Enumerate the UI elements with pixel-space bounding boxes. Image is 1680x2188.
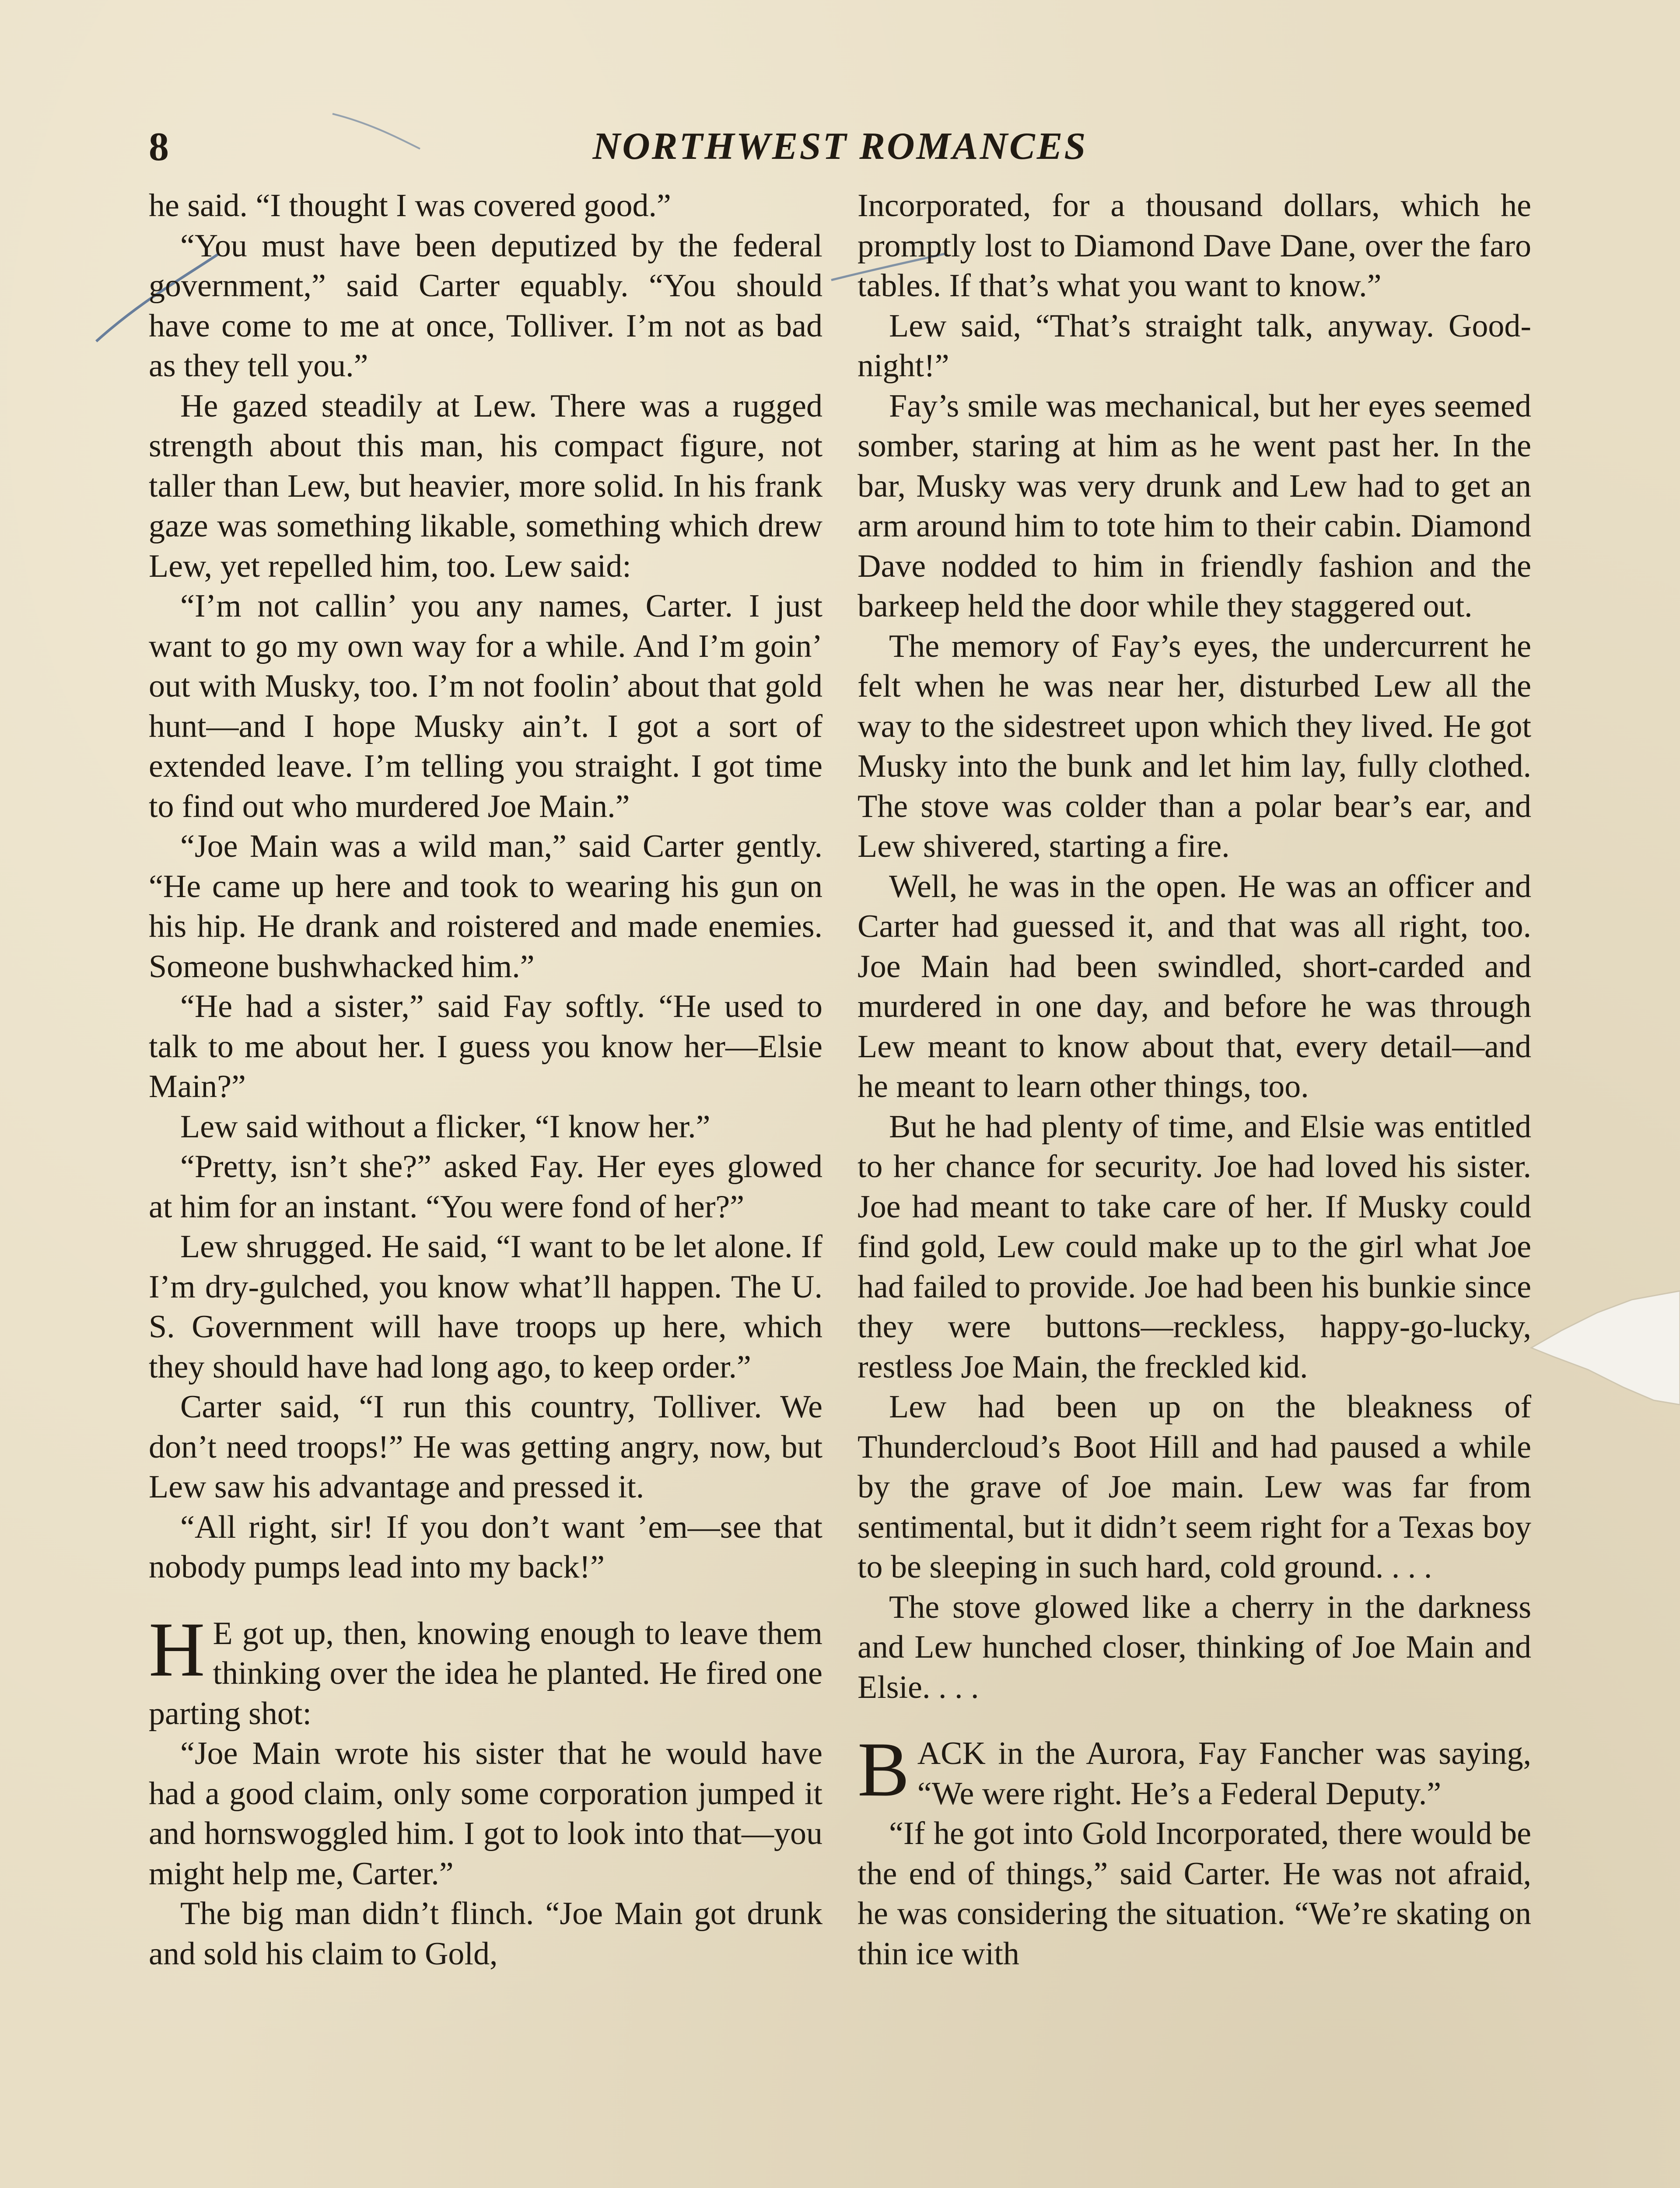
paragraph: The big man didn’t flinch. “Joe Main got drunk and sold his claim to Gold,	[149, 1896, 822, 1972]
section-start-text: E got up, then, knowing enough to leave them thinking over the idea he planted. He fired one parting shot:	[149, 1615, 822, 1732]
section-start-paragraph	[149, 1606, 822, 1734]
paragraph: Incorporated, for a thousand dollars, which he promptly lost to Diamond Dave Dane, over the faro tables. If that’s what you want to know.”	[858, 188, 1531, 304]
paragraph: Lew said without a flicker, “I know her.”	[180, 1108, 710, 1145]
page-tear	[1522, 1282, 1680, 1413]
paragraph: Lew said, “That’s straight talk, anyway. Good-night!”	[858, 308, 1531, 384]
paragraph: “Pretty, isn’t she?” asked Fay. Her eyes glowed at him for an instant. “You were fond of her?”	[149, 1149, 822, 1225]
page-number: 8	[149, 124, 169, 169]
drop-cap: H	[149, 1606, 205, 1693]
paragraph: “Joe Main was a wild man,” said Carter gently. “He came up here and took to wearing his gun on his hip. He drank and roistered and made enemies. Someone bushwhacked him.”	[149, 828, 822, 985]
paragraph: Well, he was in the open. He was an officer and Carter had guessed it, and that was all right, too. Joe Main had been swindled, short-carded and murdered in one day, and before he was through Lew meant to know about that, every detail—and he meant to learn other things, too.	[858, 868, 1531, 1105]
paragraph: The stove glowed like a cherry in the darkness and Lew hunched closer, thinking of Joe Main and Elsie. . . .	[858, 1589, 1531, 1705]
paragraph: Carter said, “I run this country, Tolliver. We don’t need troops!” He was getting angry, now, but Lew saw his advantage and pressed it.	[149, 1389, 822, 1505]
paragraph: “If he got into Gold Incorporated, there would be the end of things,” said Carter. He was not afraid, he was considering the situation. “We’re skating on thin ice with	[858, 1816, 1531, 1972]
section-start-text: ACK in the Aurora, Fay Fancher was saying, “We were right. He’s a Federal Deputy.”	[917, 1736, 1531, 1812]
paragraph: “All right, sir! If you don’t want ’em—see that nobody pumps lead into my back!”	[149, 1509, 822, 1585]
paragraph: Lew had been up on the bleakness of Thundercloud’s Boot Hill and had paused a while by the grave of Joe main. Lew was far from sentimental, but it didn’t seem right for a Texas boy to be sleeping in such hard, cold ground. . . .	[858, 1389, 1531, 1585]
paragraph: “I’m not callin’ you any names, Carter. I just want to go my own way for a while. And I’m goin’ out with Musky, too. I’m not foolin’ about that gold hunt—and I hope Musky ain’t. I got a sort of extended leave. I’m telling you straight. I got time to find out who murdered Joe Main.”	[149, 588, 822, 824]
paragraph: But he had plenty of time, and Elsie was entitled to her chance for security. Joe had loved his sister. Joe had meant to take care of her. If Musky could find gold, Lew could make up to the girl what Joe had failed to provide. Joe had been his bunkie since they were buttons—reckless, happy-go-lucky, restless Joe Main, the freckled kid.	[858, 1108, 1531, 1385]
magazine-title: NORTHWEST ROMANCES	[592, 125, 1088, 168]
paragraph: Lew shrugged. He said, “I want to be let alone. If I’m dry-gulched, you know what’ll happen. The U. S. Government will have troops up here, which they should have had long ago, to keep order.”	[149, 1229, 822, 1385]
paragraph: “You must have been deputized by the federal government,” said Carter equably. “You should have come to me at once, Tolliver. I’m not as bad as they tell you.”	[149, 228, 822, 384]
paragraph: “Joe Main wrote his sister that he would have had a good claim, only some corporation jumped it and hornswoggled him. I got to look into that—you might help me, Carter.”	[149, 1736, 822, 1892]
paragraph: “He had a sister,” said Fay softly. “He used to talk to me about her. I guess you know her—Elsie Main?”	[149, 989, 822, 1105]
drop-cap: B	[858, 1726, 910, 1813]
left-column	[149, 186, 822, 2188]
paragraph: He gazed steadily at Lew. There was a rugged strength about this man, his compact figure, not taller than Lew, but heavier, more solid. In his frank gaze was something likable, something which drew Lew, yet repelled him, too. Lew said:	[149, 388, 822, 584]
paragraph: Fay’s smile was mechanical, but her eyes seemed somber, staring at him as he went past her. In the bar, Musky was very drunk and Lew had to get an arm around him to tote him to their cabin. Diamond Dave nodded to him in friendly fashion and the barkeep held the door while they staggered out.	[858, 388, 1531, 624]
paragraph: The memory of Fay’s eyes, the undercurrent he felt when he was near her, disturbed Lew all the way to the sidestreet upon which they lived. He got Musky into the bunk and let him lay, fully clothed. The stove was colder than a polar bear’s ear, and Lew shivered, starting a fire.	[858, 628, 1531, 864]
page-header	[149, 118, 1531, 175]
section-start-paragraph	[858, 1726, 1531, 1814]
paragraph: he said. “I thought I was covered good.”	[149, 188, 671, 224]
right-column	[858, 186, 1531, 2188]
